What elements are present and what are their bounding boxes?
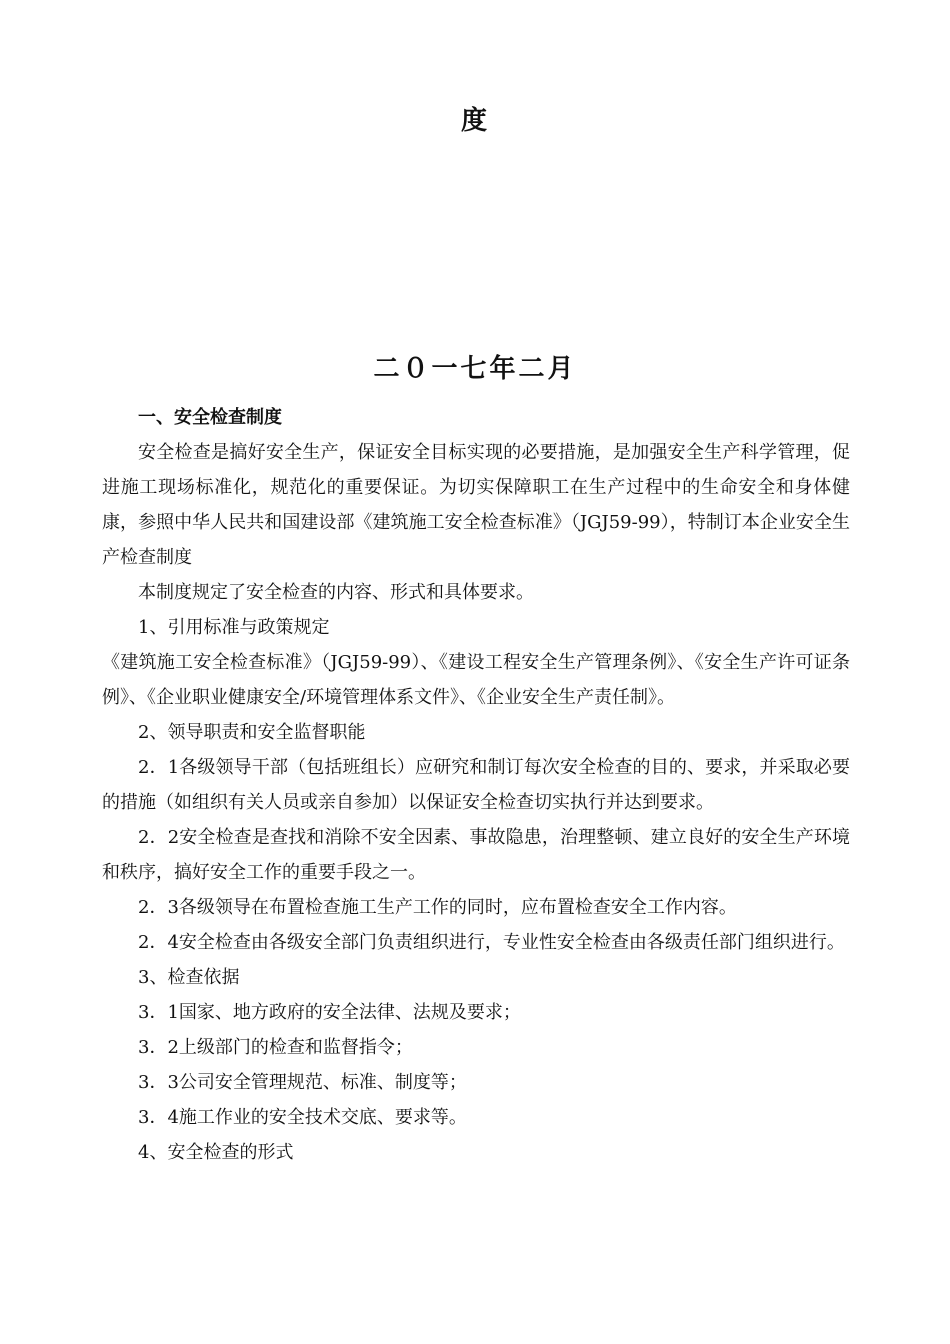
subheading-responsibilities: 2、领导职责和安全监督职能 — [138, 722, 366, 743]
paragraph-scope: 本制度规定了安全检查的内容、形式和具体要求。 — [138, 582, 534, 603]
paragraph-standards-list: 《建筑施工安全检查标准》（JGJ59-99）、《建设工程安全生产管理条例》、《安全生产许可证条例》、《企业职业健康安全/环境管理体系文件》、《企业安全生产责任制》。 — [102, 652, 850, 708]
document-title-fragment: 度 — [460, 106, 489, 136]
paragraph-2-4: 2．4安全检查由各级安全部门负责组织进行，专业性安全检查由各级责任部门组织进行。 — [138, 932, 845, 953]
subheading-basis: 3、检查依据 — [138, 967, 240, 988]
subheading-standards: 1、引用标准与政策规定 — [138, 617, 330, 638]
section-heading: 一、安全检查制度 — [138, 407, 282, 428]
paragraph-2-1: 2．1各级领导干部（包括班组长）应研究和制订每次安全检查的目的、要求，并采取必要的措施（如组织有关人员或亲自参加）以保证安全检查切实执行并达到要求。 — [102, 757, 850, 813]
paragraph-3-1: 3．1国家、地方政府的安全法律、法规及要求； — [138, 1002, 521, 1023]
paragraph-2-3: 2．3各级领导在布置检查施工生产工作的同时，应布置检查安全工作内容。 — [138, 897, 737, 918]
paragraph-2-2: 2．2安全检查是查找和消除不安全因素、事故隐患，治理整顿、建立良好的安全生产环境和秩序，搞好安全工作的重要手段之一。 — [102, 827, 850, 883]
subheading-inspection-forms: 4、安全检查的形式 — [138, 1142, 294, 1163]
paragraph-3-2: 3．2上级部门的检查和监督指令； — [138, 1037, 413, 1058]
paragraph-intro: 安全检查是搞好安全生产，保证安全目标实现的必要措施，是加强安全生产科学管理，促进施工现场标准化，规范化的重要保证。为切实保障职工在生产过程中的生命安全和身体健康，参照中华人民共和国建设部《建筑施工安全检查标准》（JGJ59-99），特制订本企业安全生产检查制度 — [102, 442, 850, 568]
document-body — [102, 400, 850, 1170]
paragraph-3-4: 3．4施工作业的安全技术交底、要求等。 — [138, 1107, 467, 1128]
document-date-title: 二０一七年二月 — [373, 354, 577, 384]
paragraph-3-3: 3．3公司安全管理规范、标准、制度等； — [138, 1072, 467, 1093]
